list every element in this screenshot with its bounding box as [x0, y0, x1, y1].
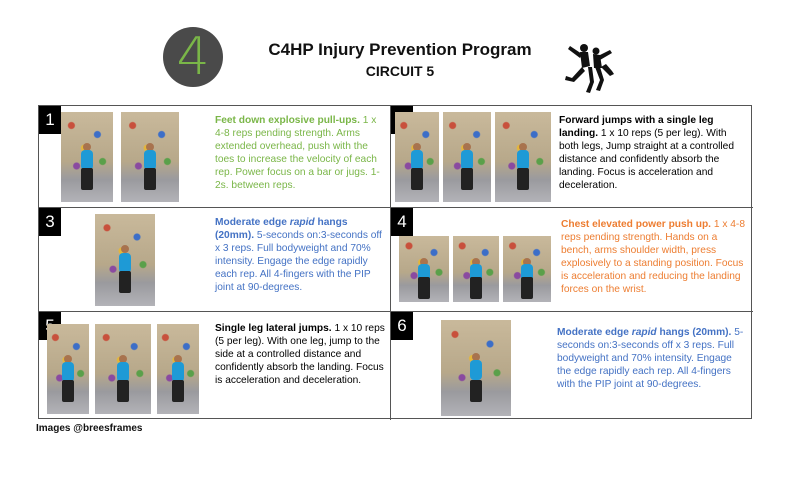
- exercise-title: Single leg lateral jumps.: [215, 323, 332, 334]
- exercise-title-part: hangs (20mm).: [656, 327, 732, 338]
- exercise-title-part: Moderate edge: [215, 217, 290, 228]
- exercise-grid: [38, 105, 752, 419]
- exercise-photo: [503, 236, 551, 302]
- exercise-photo: [453, 236, 499, 302]
- exercise-body: 1 x 4-8 reps pending strength. Arms extended overhead, push with the toes to increase the velocity of each rep. Power focus on a bar or jugs. 1-2s. between reps.: [215, 115, 380, 191]
- image-credit: Images @breesframes: [36, 423, 143, 434]
- exercise-description: [559, 114, 747, 192]
- exercise-photo: [441, 320, 511, 416]
- circuit-number-logo: [163, 27, 223, 87]
- exercise-cell-6: [391, 312, 753, 420]
- exercise-cell-2: [391, 106, 753, 208]
- exercise-photo: [95, 214, 155, 306]
- logo-number: 4: [176, 27, 210, 87]
- exercise-number-badge: 4: [391, 208, 413, 236]
- exercise-photo: [495, 112, 551, 202]
- exercise-description: [215, 114, 385, 192]
- exercise-photo: [443, 112, 491, 202]
- exercise-number-badge: 1: [39, 106, 61, 134]
- exercise-title-part: hangs (20mm).: [215, 217, 348, 241]
- page-subtitle: CIRCUIT 5: [365, 63, 435, 79]
- exercise-description: [557, 326, 747, 391]
- exercise-description: [215, 322, 387, 387]
- exercise-body: 1 x 4-8 reps pending strength. Hands on a bench, arms shoulder width, press explosively to a standing position. Focus is acceleration and reducing the landing forces on the wrist.: [561, 219, 745, 295]
- exercise-title: Feet down explosive pull-ups.: [215, 115, 360, 126]
- exercise-title: [557, 327, 731, 338]
- exercise-title: Chest elevated power push up.: [561, 219, 712, 230]
- exercise-title-part: Moderate edge: [557, 327, 632, 338]
- exercise-photo: [95, 324, 151, 414]
- exercise-number-badge: 3: [39, 208, 61, 236]
- exercise-description: [561, 218, 747, 296]
- exercise-cell-1: [39, 106, 391, 208]
- exercise-title-emphasis: rapid: [289, 217, 315, 228]
- exercise-body: 1 x 10 reps (5 per leg). With one leg, jump to the side at a controlled distance and confidently absorb the landing. Focus is acceleration and deceleration.: [215, 323, 385, 386]
- page-title: C4HP Injury Prevention Program: [268, 40, 532, 59]
- climbers-silhouette-icon: [560, 40, 616, 96]
- exercise-title: Forward jumps with a single leg landing.: [559, 115, 714, 139]
- exercise-number-badge: 6: [391, 312, 413, 340]
- exercise-photo: [157, 324, 199, 414]
- exercise-body: 5-seconds on:3-seconds off x 3 reps. Full bodyweight and 70% intensity. Engage the edge rapidly each rep. All 4-fingers with the PIP joint at 90-degrees.: [557, 327, 744, 390]
- title-block: [240, 40, 560, 79]
- exercise-cell-4: [391, 208, 753, 312]
- exercise-body: 5-seconds on:3-seconds off x 3 reps. Full bodyweight and 70% intensity. Engage the edge rapidly each rep. All 4-fingers with the PIP joint at 90-degrees.: [215, 230, 382, 293]
- exercise-description: [215, 216, 385, 294]
- exercise-photo: [399, 236, 449, 302]
- exercise-body: 1 x 10 reps (5 per leg). With both legs, Jump straight at a controlled distance and confidently absorb the landing. Focus is acceleration and deceleration.: [559, 128, 734, 191]
- exercise-photo: [395, 112, 439, 202]
- exercise-photo: [47, 324, 89, 414]
- exercise-cell-5: [39, 312, 391, 420]
- exercise-title-emphasis: rapid: [631, 327, 657, 338]
- exercise-photo: [61, 112, 113, 202]
- exercise-photo: [121, 112, 179, 202]
- exercise-cell-3: [39, 208, 391, 312]
